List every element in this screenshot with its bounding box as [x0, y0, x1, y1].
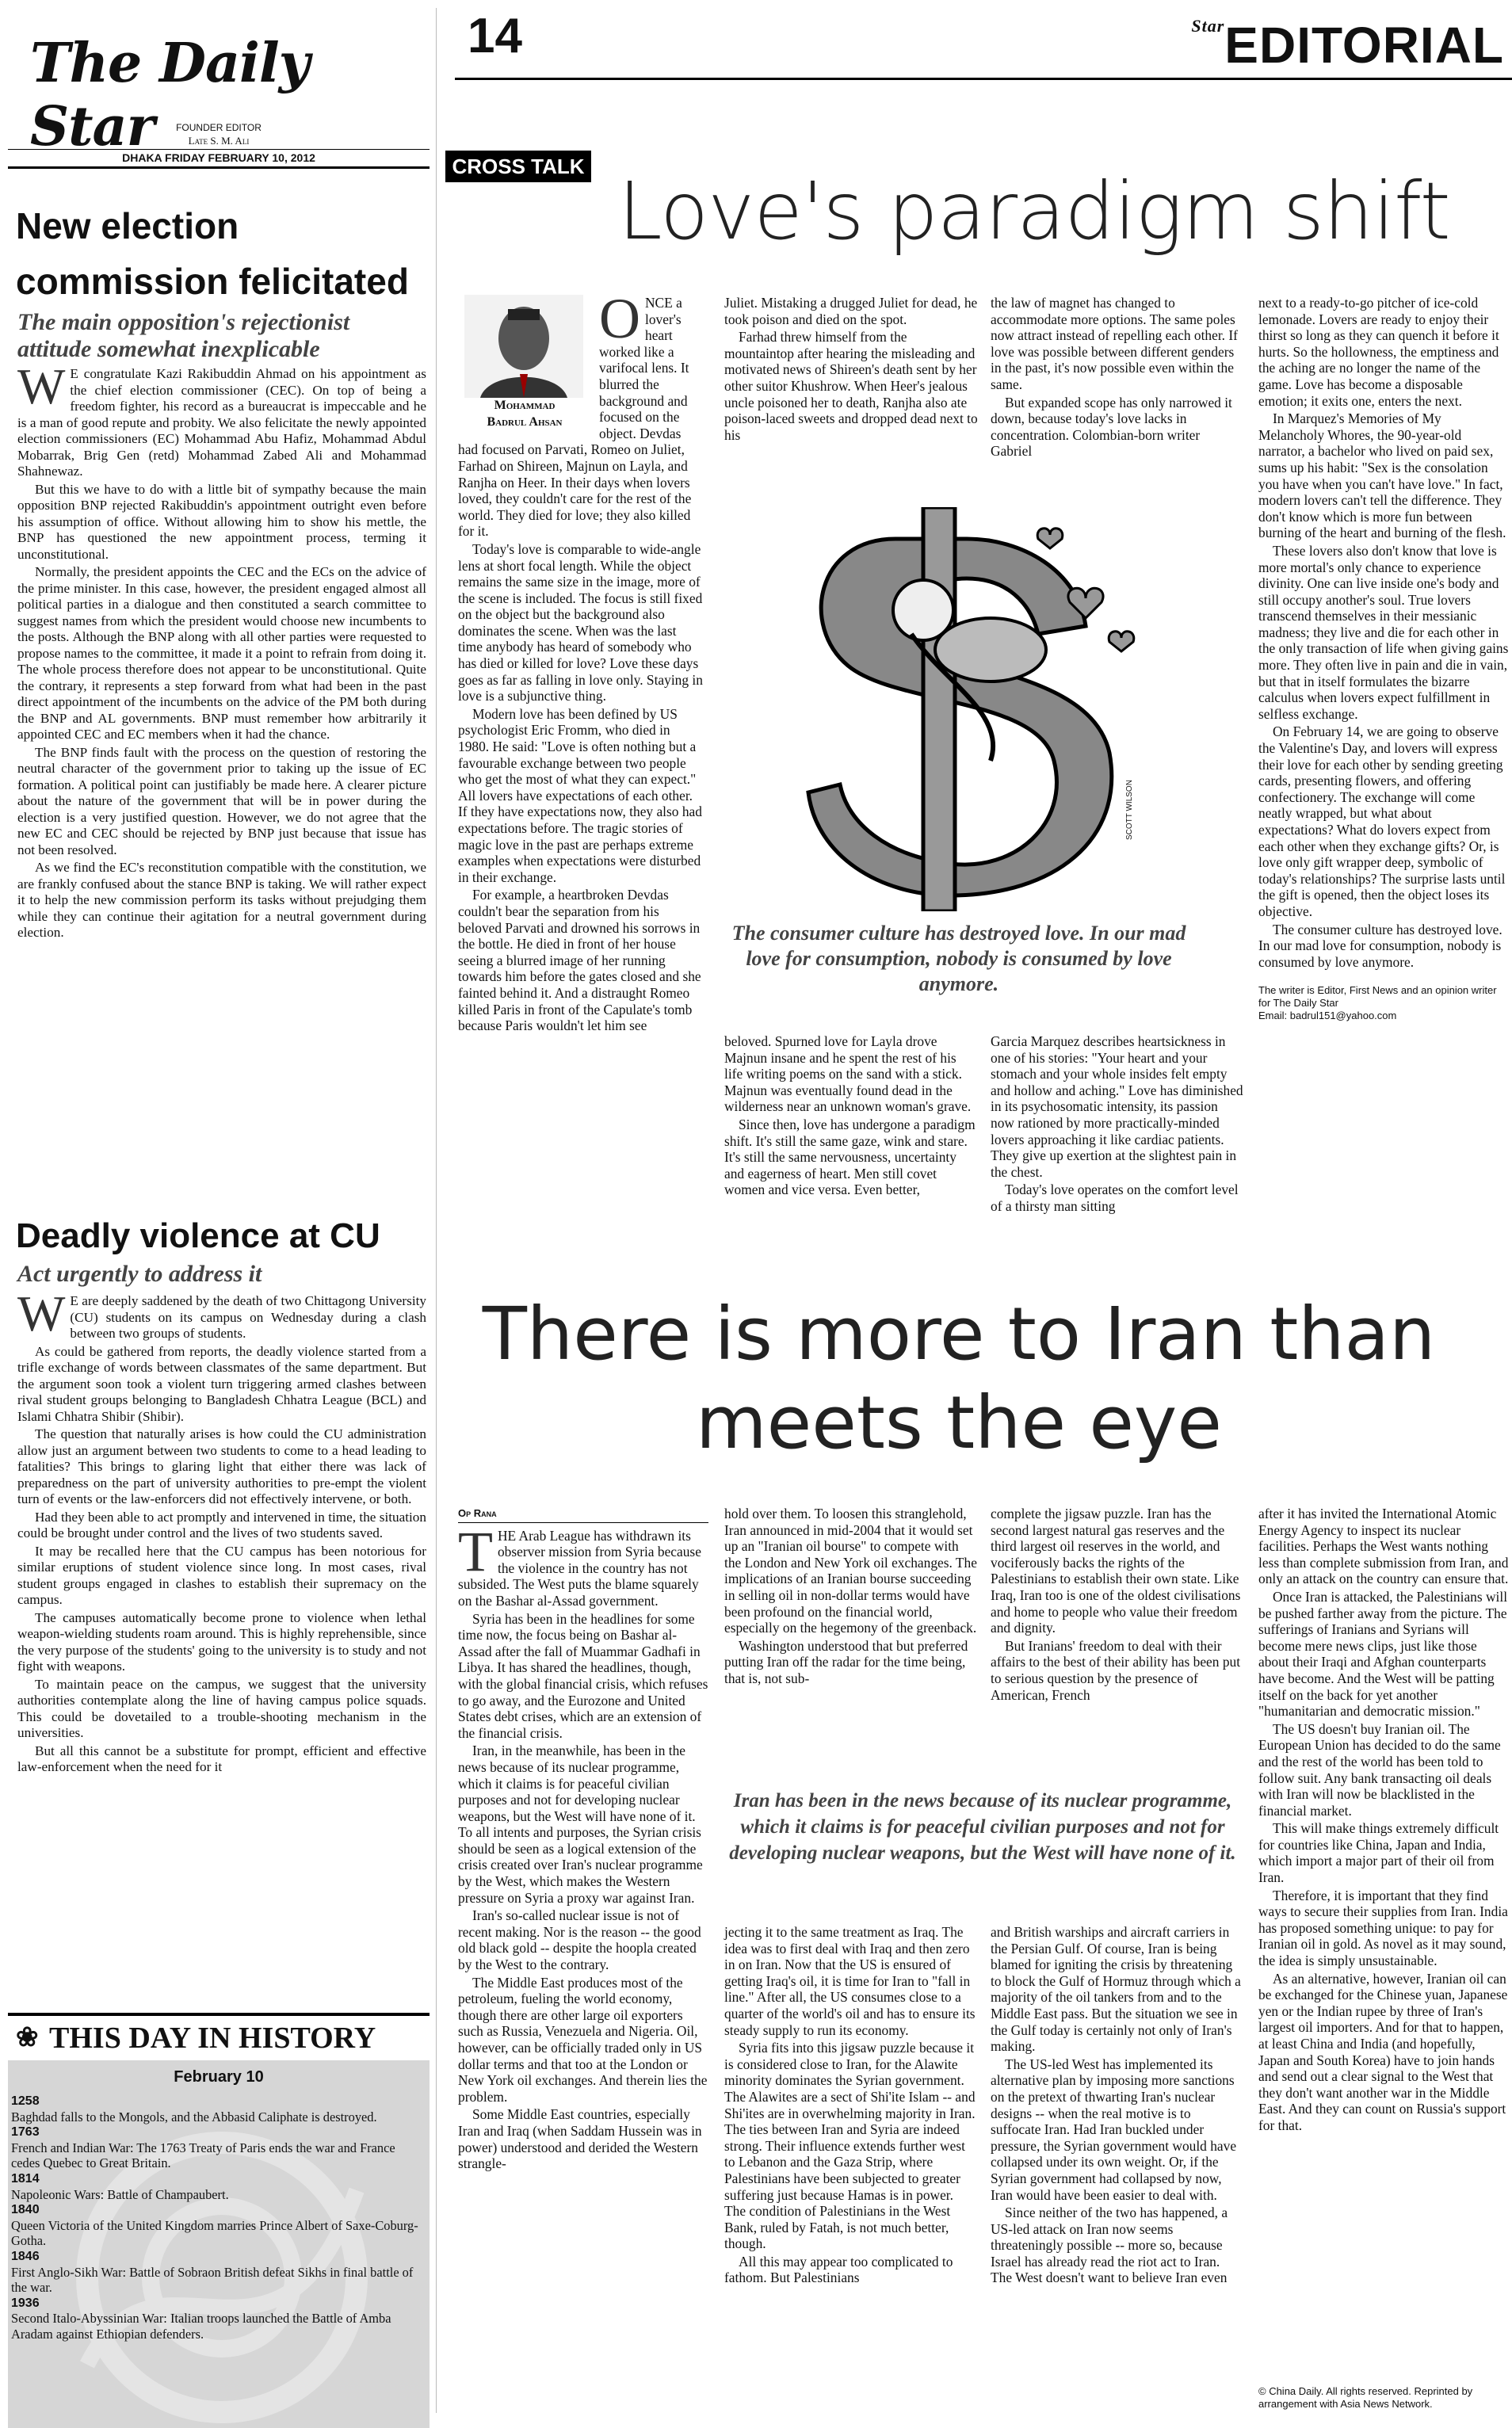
history-title-bar [8, 2016, 430, 2060]
article2-col4-para: Once Iran is attacked, the Palestinians will be pushed farther away from the picture. The sufferings of Iranians and Syrians will become mere news clips, just like those about their Iraqi and Afghan counterparts have become. And the West will be patting itself on the back for yet another "humanitarian and democratic mission." [1258, 1588, 1508, 1720]
article1-col4-para: next to a ready-to-go pitcher of ice-cold lemonade. Lovers are ready to enjoy their thirst so long as they can quench it before it hurts. So the hollowness, the emptiness and the aching are no longer the name of the game. Love has become a disposable emotion; it exits one, enters the next. [1258, 295, 1499, 409]
article1-col2b-para: Since then, love has undergone a paradigm shift. It's still the same gaze, wink and stare. It's still the same nervousness, uncertainty and eagerness of heart. Men still covet women and vice versa. Even better, [724, 1116, 976, 1198]
history-event: Queen Victoria of the United Kingdom marries Prince Albert of Saxe-Coburg-Gotha. [11, 2217, 418, 2249]
section-brand: Star [1191, 16, 1225, 36]
article2-col1-para: Some Middle East countries, especially Iran and Iraq (when Saddam Hussein was in power) understood and derided the Western strangle- [458, 2106, 702, 2172]
history-year: 1840 [11, 2203, 40, 2217]
editorial2-dropcap: W [17, 1285, 66, 1342]
editorial1-para-3: Normally, the president appoints the CEC and the ECs on the advice of the prime minister. In this case, however, the president engaged almost all political parties in a dialogue and then constituted a search committee to suggest names from which the president would choose new incumbents to the posts. Although the BNP along with all other parties were requested to propose names to the committee, it made it a point to refrain from doing it. The whole process therefore does not appear to be unconstitutional. Quite the contrary, it represents a step forward from what had been in the past direct appointment of the incumbents on the advice of the PM both during the BNP and AL governments. BNP must remember how arbitrarily it appointed CEC and EC members when it had the chance. [17, 564, 426, 742]
history-event: First Anglo-Sikh War: Battle of Sobraon British defeat Sikhs in final battle of the war. [11, 2264, 414, 2296]
history-event: French and Indian War: The 1763 Treaty of Paris ends the war and France cedes Quebec to Great Britain. [11, 2140, 395, 2171]
editorial2-para-6: The campuses automatically become prone to violence when lethal weapon-wielding students roam around. This is highly reprehensible, since the very purpose of the students' going to the university is to study and not fight with weapons. [17, 1609, 426, 1674]
article2-col2b-para: Syria fits into this jigsaw puzzle because it is considered close to Iran, for the Alawite minority dominates the Syrian government. The Alawites are a sect of Shi'ite Islam -- and Shi'ites are in overwhelming majority in Iran. The ties between Iran and Syria are indeed strong. Their influence extends further west to Lebanon and the Gaza Strip, where Palestinians have been subjected to greater suffering just because Hamas is in power. The condition of Palestinians in the West Bank, ruled by Fatah, is not much better, though. [724, 2040, 976, 2252]
editorial2-para-4: Had they been able to act promptly and intervened in time, the situation could be brought under control and the lives of two students saved. [17, 1509, 426, 1540]
article2-col4-para: The US doesn't buy Iranian oil. The European Union has decided to do the same and the rest of the world has been told to follow suit. Any bank transacting oil deals with Iran will now be blacklisted in the financial market. [1258, 1720, 1501, 1819]
editorial1-para-4: The BNP finds fault with the process on the question of restoring the neutral character of the government prior to taking up the issue of EC formation. A political point can justifiably be made here. A clearer picture about the nature of the government that will be in power during the election is a very justified question. However, we do not agree that the new EC and CEC should be rejected by BNP just because that issue has not been resolved. [17, 744, 426, 857]
article2-col2b-para: jecting it to the same treatment as Iraq. The idea was to first deal with Iraq and then zero in on Iran. Now that the US is ensured of getting Iraq's oil, it is time for Iran to "fall in line." After all, the US consumes close to a quarter of the world's oil and has to ensure its steady supply to run its economy. [724, 1924, 976, 2038]
article1-col2-bottom [724, 1033, 978, 1200]
article2-credit: © China Daily. All rights reserved. Reprinted by arrangement with Asia News Network. [1258, 2385, 1473, 2410]
editorial1-para-2: But this we have to do with a little bit of sympathy because the main opposition BNP rejected Rakibuddin's appointment outright even before his assumption of office. Without allowing him to show his mettle, the BNP has questioned the new appointment process, terming it unconstitutional. [17, 481, 426, 562]
article2-byline: Op Rana [458, 1506, 708, 1523]
article2-pullquote: Iran has been in the news because of its nuclear programme, which it claims is for peaceful civilian purposes and not for developing nuclear weapons, but the West will have none of it. [729, 1790, 1236, 1864]
article1-col3-para: But expanded scope has only narrowed it down, because today's love lacks in concentration. Colombian-born writer Gabriel [991, 394, 1232, 460]
history-event: Napoleonic Wars: Battle of Champaubert. [11, 2186, 229, 2202]
article2-col4-para: Therefore, it is important that they find ways to secure their supplies from Iran. India has proposed something unique: to pay for Iranian oil in gold. As novel as it may sound, the idea is simply unsustainable. [1258, 1887, 1508, 1969]
editorial2-para-5: It may be recalled here that the CU campus has been notorious for similar eruptions of student violence since long. In most cases, rival student groups engaged in clashes to establish their supremacy on the campus. [17, 1543, 426, 1607]
history-list [11, 2094, 425, 2342]
article2-col3b-para: Since neither of the two has happened, a US-led attack on Iran now seems threateningly possible -- more so, because Israel has already read the riot act to Iran. The West doesn't want to believe Iran even [991, 2205, 1228, 2286]
dateline: DHAKA FRIDAY FEBRUARY 10, 2012 [8, 149, 430, 166]
column-divider [436, 8, 437, 2413]
editorial2-para-2: As could be gathered from reports, the deadly violence started from a trifle exchange of words between classmates of the same department. But the argument soon took a violent turn triggering armed clashes between rival student groups belonging to Bangladesh Chhatra League (BCL) and Islami Chhatra Shibir (Shibir). [17, 1343, 426, 1424]
article2-col3b-para: The US-led West has implemented its alternative plan by imposing more sanctions on the pretext of thwarting Iran's nuclear designs -- when the real motive is to suffocate Iran. Had Iran buckled under pressure, the Syrian government would have collapsed under its own weight. Or, if the Syrian government had collapsed by now, Iran would have been easier to deal with. [991, 2056, 1237, 2203]
cartoon-credit: SCOTT WILSON [1125, 780, 1134, 840]
article1-col2-para: Juliet. Mistaking a drugged Juliet for dead, he took poison and died on the spot. [724, 295, 978, 327]
founder-label: FOUNDER EDITOR [176, 122, 262, 133]
section-header [1109, 16, 1504, 74]
article2-col1 [458, 1506, 708, 2174]
article1-col3-bottom [991, 1033, 1244, 1216]
article1-col3-para: the law of magnet has changed to accommodate more options. The same poles now attract instead of repelling each other. If love was possible between different genders in the past, it's now possible even within the same. [991, 295, 1238, 392]
author-photo [464, 295, 583, 398]
editorial1-subhead: The main opposition's rejectionist attitude somewhat inexplicable [17, 309, 350, 362]
editorial2-headline: Deadly violence at CU [16, 1216, 380, 1255]
editorial1-body [17, 358, 426, 943]
cross-talk-kicker: CROSS TALK [445, 151, 591, 182]
article1-col1 [458, 287, 704, 1036]
article1-col3b-para: Garcia Marquez describes heartsickness in one of his stories: "Your heart and your stomach and your whole insides felt empty and hollow and aching." Love has diminished in its psychosomatic intensity, its passion now rationed by more practically-minded lovers approaching it like cardiac patients. They give up exertion at the slightest pain in the chest. [991, 1033, 1243, 1180]
article1-dropcap: O [599, 287, 640, 350]
article2-col1-para: Iran, in the meanwhile, has been in the news because of its nuclear programme, which it claims is for peaceful civilian purposes and not for developing nuclear weapons, but the West will have none of it. To all intents and purposes, the Syrian crisis should be seen as a logical extension of the crisis created over Iran's nuclear programme by the West, which makes the Western pressure on Syria a proxy war against Iran. [458, 1743, 703, 1906]
article1-col3-top [991, 295, 1244, 461]
history-year: 1258 [11, 2094, 40, 2108]
article2-dropcap: T [458, 1519, 493, 1583]
article2-col2-para: hold over them. To loosen this stranglehold, Iran announced in mid-2004 that it would set up an "Iranian oil bourse" to compete with the London and New York oil exchanges. The implications of an Iranian bourse succeeding in selling oil in non-dollar terms would have been profound on the financial world, especially on the hegemony of the greenback. [724, 1506, 977, 1636]
history-year: 1846 [11, 2249, 40, 2263]
article2-col4-para: This will make things extremely difficult for countries like China, Japan and India, which import a major part of their oil from Iran. [1258, 1820, 1499, 1886]
article1-col2-top [724, 295, 978, 445]
left-column [8, 8, 430, 2413]
section-name: EDITORIAL [1224, 17, 1504, 74]
article1-col1-para: Today's love is comparable to wide-angle lens at short focal length. While the object remains the same size in the image, more of the scene is included. The focus is still fixed on the object but the background also dominates the scene. When was the last time anybody has heard of somebody who has died or killed for love? Love these days goes as far as falling in love only. Staying in love is a subjunctive thing. [458, 540, 703, 704]
article1-col4 [1258, 295, 1509, 1022]
masthead [8, 8, 430, 169]
editorial1-dropcap: W [17, 358, 66, 414]
history-year: 1763 [11, 2125, 40, 2140]
article2-col3-para: But Iranians' freedom to deal with their affairs to the best of their ability has been put to serious question by the presence of American, French [991, 1637, 1241, 1703]
editorial2-subhead: Act urgently to address it [17, 1261, 262, 1287]
history-event: Baghdad falls to the Mongols, and the Abbasid Caliphate is destroyed. [11, 2109, 377, 2124]
article2-col1-para: Iran's so-called nuclear issue is not of recent making. Nor is the reason -- the good old black gold -- despite the hoopla created by the West to the contrary. [458, 1907, 701, 1973]
header-rule [455, 78, 1512, 80]
article2-col2-bottom [724, 1924, 978, 2288]
article1-author-email: Email: badrul151@yahoo.com [1258, 1010, 1397, 1022]
founder-name: Late S. M. Ali [188, 135, 250, 147]
article2-col4 [1258, 1506, 1509, 2136]
editorial1-para-5: As we find the EC's reconstitution compatible with the constitution, we are frankly confused about the stance BNP is taking. We will rather expect it to help the new commission perform its tasks without prejudging them while they can continue their agitation for a neutral government during election. [17, 860, 426, 940]
editorial1-para-1: E congratulate Kazi Rakibuddin Ahmad on his appointment as the chief election commissioner (CEC). On top of being a freedom fighter, his record as a bureaucrat is impeccable and he is a man of good repute and probity. We also felicitate the newly appointed election commissioners (EC) Mohammad Abu Hafiz, Mohammad Abdul Mobarrak, Brig Gen (retd) Mohammad Zabed Ali and Mohammad Shahnewaz. [17, 366, 426, 479]
this-day-in-history [8, 2013, 430, 2428]
author-last-name: Badrul Ahsan [487, 414, 563, 429]
history-date: February 10 [174, 2068, 264, 2086]
history-year: 1936 [11, 2296, 40, 2310]
article1-col4-para: On February 14, we are going to observe the Valentine's Day, and lovers will express their love for each other by sending greeting cards, presenting flowers, and offering confectionery. The exchange will come neatly wrapped, but what about expectations? What do lovers expect from each other when they exchange gifts? Or, is love only gift wrapper deep, symbolic of today's relationships? The surprise lasts until the gift is opened, then the object loses its objective. [1258, 723, 1506, 919]
history-title: THIS DAY IN HISTORY [49, 2021, 376, 2055]
article2-col1-para: Syria has been in the headlines for some time now, the focus being on Bashar al-Assad after the fall of Muammar Gadhafi in Libya. It has shared the headlines, though, with the global financial crisis, which refuses to go away, and the Eurozone and United States debt crises, which are an extension of the financial crisis. [458, 1610, 708, 1741]
article1-col2b-para: beloved. Spurned love for Layla drove Majnun insane and he spent the rest of his life writing poems on the sand with a stick. Majnun was eventually found dead in the wilderness near an unknown woman's grave. [724, 1033, 972, 1115]
paper-name: The Daily Star [30, 32, 310, 158]
article1-col1-para: For example, a heartbroken Devdas couldn't bear the separation from his beloved Parvati and drowned his sorrows in the bottle. He died in front of her house seeing a blurred image of her running towards him before the gates closed and she fainted behind it. And a distraught Romeo killed Paris in front of the Capulate's tomb because Paris wouldn't let him see [458, 887, 701, 1034]
article1-col4-para: These lovers also don't know that love is more mortal's only chance to experience divinity. One can live inside one's body and still occupy another's soul. True lovers transcend themselves in their messianic madness; they live and die for each other in the only transaction of life when giving gains more. They often live in pain and die in vain, but that in itself formulates the bizarre calculus when lovers expect fulfillment in selfless exchange. [1258, 542, 1509, 722]
article2-col3b-para: and British warships and aircraft carriers in the Persian Gulf. Of course, Iran is being blamed for igniting the crisis by threatening to block the Gulf of Hormuz through which a majority of the oil tankers from and to the Middle East pass. But the situation we see in the Gulf today is certainly not only of Iran's making. [991, 1924, 1241, 2055]
article1-col4-para: In Marquez's Memories of My Melancholy Whores, the 90-year-old narrator, a bachelor who lived on paid sex, sums up his habit: "Sex is the consolation you have when you can't have love." In fact, modern lovers can't tell the difference. They don't know which is more fun between burning of the heart and burning of the flesh. [1258, 410, 1506, 541]
article2-col2b-para: All this may appear too complicated to fathom. But Palestinians [724, 2253, 953, 2286]
article1-col3b-para: Today's love operates on the comfort level of a thirsty man sitting [991, 1182, 1239, 1214]
article2-col2-para: Washington understood that but preferred putting Iran off the radar for the time being, that is, not sub- [724, 1637, 968, 1686]
article1-col4-para: The consumer culture has destroyed love. In our mad love for consumption, nobody is consumed by love anymore. [1258, 921, 1502, 970]
history-event: Second Italo-Abyssinian War: Italian troops launched the Battle of Amba Aradam against Ethiopian defenders. [11, 2311, 391, 2342]
history-ornament-icon: ❀ [16, 2023, 39, 2052]
article1-title: Love's paradigm shift [618, 165, 1450, 258]
article2-title: There is more to Iran than meets the eye [482, 1292, 1436, 1465]
article1-col2-para: Farhad threw himself from the mountaintop after hearing the misleading and motivated news of Shireen's death sent by her other suitor Khushrow. When Heer's jealous uncle poisoned her to death, Ranjha also ate poison-laced sweets and dropped dead next to his [724, 329, 978, 443]
editorial2-body [17, 1285, 426, 1777]
editorial2-para-1: E are deeply saddened by the death of two Chittagong University (CU) students on its campus on Wednesday during a clash between two groups of students. [70, 1293, 426, 1341]
article1-lead: NCE a lover's heart worked like a varifocal lens. It blurred the background and focused on the object. Devdas had focused on Parvati, Romeo on Juliet, Farhad on Shireen, Majnun on Layla, and Ranjha on Heer. In their days when lovers loved, they couldn't care for the rest of the world. They died for love; they also killed for it. [458, 295, 692, 540]
article2-lead: HE Arab League has withdrawn its observer mission from Syria because the violence in the country has not subsided. The West puts the blame squarely on the Bashar al-Assad government. [458, 1527, 701, 1609]
history-year: 1814 [11, 2171, 40, 2186]
page-number: 14 [468, 9, 522, 63]
article2-col3-bottom [991, 1924, 1244, 2288]
editorial2-para-7: To maintain peace on the campus, we suggest that the university authorities contemplate along the line of having campus police squads. This could be dovetailed to a trouble-shooting mechanism in the universities. [17, 1676, 426, 1740]
article2-col2-top [724, 1506, 978, 1689]
editorial2-para-3: The question that naturally arises is how could the CU administration allow just an argument between two students to come to a head leading to fatalities? This brings to glaring light that either there was lack of preparedness on the part of university authorities to pre-empt the violent turn of events or the law-enforcers did not effectively intervene, or both. [17, 1426, 426, 1506]
article1-col1-para: Modern love has been defined by US psychologist Eric Fromm, who died in 1980. He said: "Love is often nothing but a favourable exchange between two people who get the most of what they can expect." All lovers have expectations of each other. If they have expectations now, they also had expectations before. The tragic stories of magic love in the past are perhaps extreme examples when expectations were disturbed in their exchange. [458, 705, 702, 885]
article2-col1-para: The Middle East produces most of the petroleum, fueling the world economy, though there are other large oil exporters such as Russia, Venezuela and Nigeria. Oil, however, can be officially traded only in US dollar terms and that too at the London or New York oil exchanges. And therein lies the problem. [458, 1974, 708, 2105]
article1-pullquote: The consumer culture has destroyed love. In our mad love for consumption, nobody is consumed by love anymore. [731, 922, 1186, 995]
editorial2-para-8: But all this cannot be a substitute for prompt, efficient and effective law-enforcement when the need for it [17, 1743, 426, 1774]
dollar-cartoon-illustration [753, 507, 1212, 911]
article2-col3-para: complete the jigsaw puzzle. Iran has the second largest natural gas reserves and the third largest oil reserves in the world, and vociferously backs the rights of the Palestinians to establish their own state. Like Iraq, Iran too is one of the oldest civilisations and home to people who value their freedom and dignity. [991, 1506, 1241, 1636]
author-photo-block [458, 295, 591, 436]
editorial1-headline: New election commission felicitated [16, 205, 409, 302]
article1-author-note: The writer is Editor, First News and an opinion writer for The Daily Star [1258, 984, 1497, 1010]
article2-col4-para: As an alternative, however, Iranian oil can be exchanged for the Chinese yuan, Japanese yen or the Indian rupee by three of Iran's largest oil importers. And for that to happen, at least China and India (and hopefully, Japan and South Korea) have to join hands and send out a clear signal to the West that they don't want another war in the Middle East. And they can count on Russia's support for that. [1258, 1970, 1508, 2133]
author-first-name: Mohammad [494, 399, 556, 412]
article2-col3-top [991, 1506, 1244, 1705]
article2-col4-para: after it has invited the International Atomic Energy Agency to inspect its nuclear facilities. Perhaps the West wants nothing less than complete submission from Iran, and only an attack on the country can ensure that. [1258, 1506, 1509, 1587]
